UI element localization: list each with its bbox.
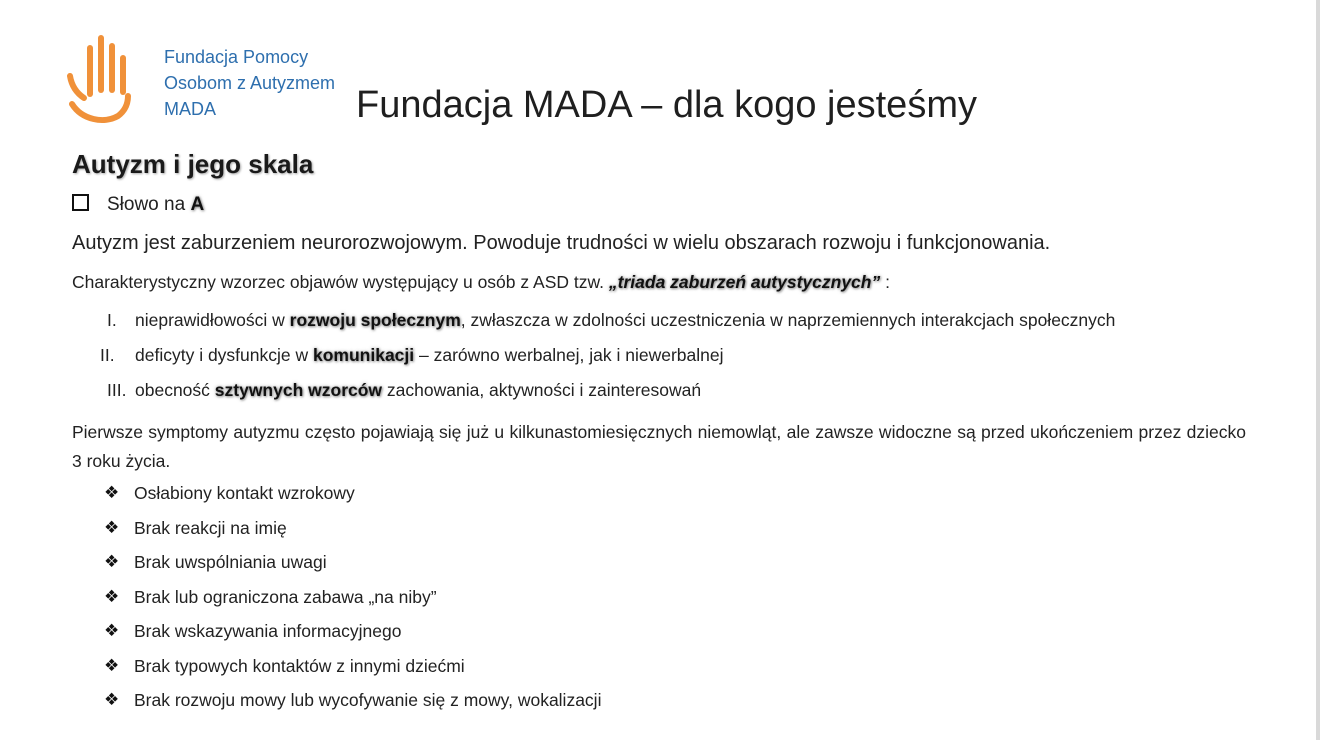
list-item xyxy=(72,342,1252,377)
list-item-text: , zwłaszcza w zdolności uczestniczenia w naprzemiennych interakcjach społecznych xyxy=(460,310,1116,330)
diamond-bullet-icon: ❖ xyxy=(104,586,120,606)
pattern-triad: „triada zaburzeń autystycznych” xyxy=(608,272,881,292)
list-item-text: Brak rozwoju mowy lub wycofywanie się z mowy, wokalizacji xyxy=(134,690,602,710)
list-item xyxy=(72,584,972,619)
diamond-bullet-icon: ❖ xyxy=(104,655,120,675)
list-item xyxy=(72,480,972,515)
word-line xyxy=(72,194,204,216)
list-item xyxy=(72,515,972,550)
list-item xyxy=(72,377,1252,412)
pattern-line xyxy=(72,272,890,293)
symptoms-list xyxy=(72,480,972,722)
logo-line-2: Osobom z Autyzmem xyxy=(164,73,336,93)
slide-title: Fundacja MADA – dla kogo jesteśmy xyxy=(356,84,977,126)
pattern-prefix: Charakterystyczny wzorzec objawów występujący u osób z ASD tzw. xyxy=(72,272,609,292)
list-item-text: Brak typowych kontaktów z innymi dziećmi xyxy=(134,655,465,676)
logo-text xyxy=(164,44,335,122)
diamond-bullet-icon: ❖ xyxy=(104,517,120,537)
list-item-text: Brak uwspólniania uwagi xyxy=(134,552,327,572)
logo-line-3: MADA xyxy=(164,99,217,119)
symptoms-intro: Pierwsze symptomy autyzmu często pojawiają się już u kilkunastomiesięcznych niemowląt, ale zawsze widoczne są przed ukończeniem przez dziecko 3 roku życia. xyxy=(72,422,1246,471)
diamond-bullet-icon: ❖ xyxy=(104,483,120,502)
list-item-bold: sztywnych wzorców xyxy=(214,380,383,400)
list-item-text: zachowania, aktywności i zainteresowań xyxy=(382,380,702,400)
word-line-letter: A xyxy=(190,194,205,215)
diamond-bullet-icon: ❖ xyxy=(104,621,120,640)
diamond-bullet-icon: ❖ xyxy=(104,690,120,709)
logo xyxy=(66,34,366,126)
section-heading: Autyzm i jego skala xyxy=(72,149,314,179)
list-item-text: obecność xyxy=(135,380,215,400)
list-item-number: I. xyxy=(107,310,117,330)
list-item xyxy=(72,653,972,688)
list-item-text: nieprawidłowości w xyxy=(135,310,290,330)
list-item xyxy=(72,549,972,584)
list-item-text: Brak lub ograniczona zabawa „na niby” xyxy=(134,586,437,607)
slide-edge xyxy=(1316,0,1320,740)
list-item xyxy=(72,307,1252,342)
list-item xyxy=(72,618,972,653)
word-line-prefix: Słowo na xyxy=(107,194,191,215)
list-item-number: III. xyxy=(107,380,127,400)
list-item-number: II. xyxy=(100,345,115,365)
hand-icon xyxy=(66,34,132,126)
intro-text: Autyzm jest zaburzeniem neurorozwojowym. Powoduje trudności w wielu obszarach rozwoju i funkcjonowania. xyxy=(72,232,1051,254)
list-item-text: Brak wskazywania informacyjnego xyxy=(134,621,402,641)
list-item-text: Brak reakcji na imię xyxy=(134,517,287,538)
diamond-bullet-icon: ❖ xyxy=(104,552,120,571)
logo-line-1: Fundacja Pomocy xyxy=(164,47,309,67)
list-item-text: – zarówno werbalnej, jak i niewerbalnej xyxy=(414,345,724,365)
list-item-bold: komunikacji xyxy=(312,345,415,365)
pattern-suffix: : xyxy=(880,272,890,292)
list-item-bold: rozwoju społecznym xyxy=(289,310,461,330)
list-item xyxy=(72,687,972,722)
checkbox-icon xyxy=(72,194,89,211)
list-item-text: Osłabiony kontakt wzrokowy xyxy=(134,483,355,503)
list-item-text: deficyty i dysfunkcje w xyxy=(135,345,313,365)
triad-list xyxy=(72,307,1252,412)
